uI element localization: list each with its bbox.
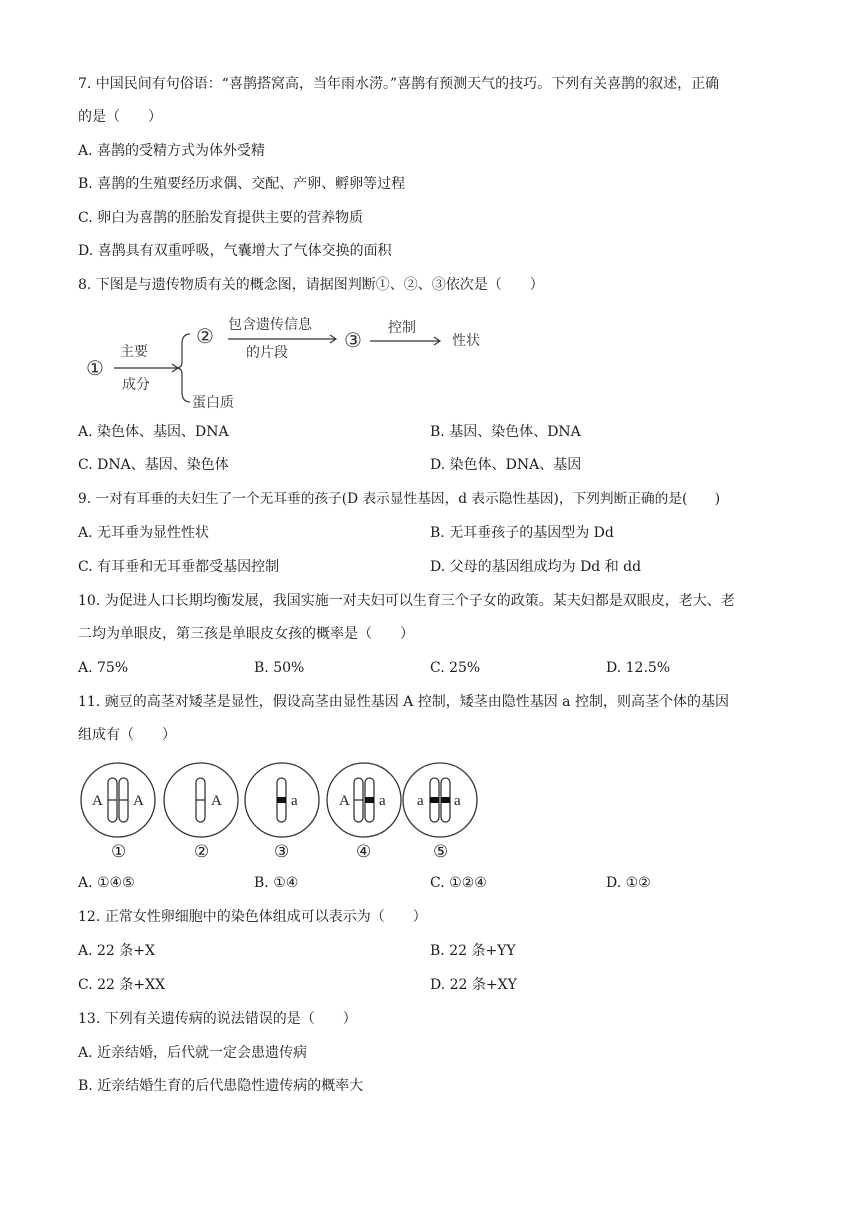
cell-4-gene-left: A: [339, 793, 350, 809]
q8-option-a: A. 染色体、基因、DNA: [78, 424, 229, 440]
q7-option-b: B. 喜鹊的生殖要经历求偶、交配、产卵、孵卵等过程: [78, 176, 406, 192]
q8-option-d: D. 染色体、DNA、基因: [430, 457, 582, 473]
q9-option-b: B. 无耳垂孩子的基因型为 Dd: [430, 525, 614, 541]
q13-option-a: A. 近亲结婚，后代就一定会患遗传病: [78, 1045, 308, 1061]
q13-stem: 13. 下列有关遗传病的说法错误的是（ ）: [78, 1011, 357, 1027]
q11-stem-line1: 11. 豌豆的高茎对矮茎是显性，假设高茎由显性基因 A 控制，矮茎由隐性基因 a 控制，则高茎个体的基因: [78, 694, 729, 710]
node-1: ①: [86, 356, 104, 380]
q11-option-b: B. ①④: [254, 875, 299, 891]
q12-option-a: A. 22 条+X: [78, 943, 155, 959]
q8-concept-diagram: [78, 312, 518, 412]
q7-option-d: D. 喜鹊具有双重呼吸，气囊增大了气体交换的面积: [78, 243, 392, 259]
node-2: ②: [196, 324, 214, 348]
q8-option-b: B. 基因、染色体、DNA: [430, 424, 581, 440]
q9-stem: 9. 一对有耳垂的夫妇生了一个无耳垂的孩子(D 表示显性基因，d 表示隐性基因)，下列判断正确的是( ): [78, 491, 721, 507]
q9-option-c: C. 有耳垂和无耳垂都受基因控制: [78, 559, 280, 575]
label-contain-top: 包含遗传信息: [228, 317, 312, 333]
q8-option-c: C. DNA、基因、染色体: [78, 457, 229, 473]
cell-5-gene-left: a: [417, 793, 424, 809]
q10-option-c: C. 25%: [430, 660, 481, 676]
q7-option-c: C. 卵白为喜鹊的胚胎发育提供主要的营养物质: [78, 210, 364, 226]
q10-option-b: B. 50%: [254, 660, 305, 676]
q10-option-a: A. 75%: [78, 660, 129, 676]
q10-stem-line1: 10. 为促进人口长期均衡发展，我国实施一对夫妇可以生育三个子女的政策。某夫妇都是双眼皮，老大、老: [78, 593, 735, 609]
q11-option-d: D. ①②: [606, 875, 651, 891]
q12-option-c: C. 22 条+XX: [78, 977, 166, 993]
cell-3-number: ③: [274, 842, 290, 861]
q7-stem-line1: 7. 中国民间有句俗语：“喜鹊搭窝高，当年雨水涝。”喜鹊有预测天气的技巧。下列有关喜鹊的叙述，正确: [78, 76, 720, 92]
cell-1-number: ①: [111, 842, 127, 861]
q9-option-d: D. 父母的基因组成均为 Dd 和 dd: [430, 559, 642, 575]
cell-2-gene-right: A: [211, 793, 222, 809]
q10-option-d: D. 12.5%: [606, 660, 671, 676]
q13-option-b: B. 近亲结婚生育的后代患隐性遗传病的概率大: [78, 1078, 364, 1094]
label-protein: 蛋白质: [192, 395, 234, 411]
q12-option-d: D. 22 条+XY: [430, 977, 517, 993]
cell-2-number: ②: [194, 842, 210, 861]
cell-1-gene-left: A: [92, 793, 103, 809]
cell-4-number: ④: [356, 842, 372, 861]
q9-option-a: A. 无耳垂为显性性状: [78, 525, 210, 541]
label-contain-bottom: 的片段: [246, 345, 288, 361]
node-3: ③: [344, 328, 362, 352]
cell-5-gene-right: a: [454, 793, 461, 809]
q12-stem: 12. 正常女性卵细胞中的染色体组成可以表示为（ ）: [78, 909, 427, 925]
cell-4-gene-right: a: [379, 793, 386, 809]
q8-stem: 8. 下图是与遗传物质有关的概念图，请据图判断①、②、③依次是（ ）: [78, 277, 544, 293]
q7-option-a: A. 喜鹊的受精方式为体外受精: [78, 143, 266, 159]
q11-option-a: A. ①④⑤: [78, 875, 135, 891]
q11-stem-line2: 组成有（ ）: [78, 727, 176, 743]
q7-stem-line2: 的是（ ）: [78, 109, 162, 125]
label-main-bottom: 成分: [122, 377, 150, 393]
cell-5-circle: [403, 763, 477, 837]
cell-5-number: ⑤: [433, 842, 449, 861]
label-control: 控制: [388, 320, 416, 336]
q11-cell-diagram: [78, 762, 488, 862]
q11-option-c: C. ①②④: [430, 875, 487, 891]
cell-1-gene-right: A: [133, 793, 144, 809]
cell-3-gene-right: a: [291, 793, 298, 809]
label-main-top: 主要: [120, 344, 148, 360]
q12-option-b: B. 22 条+YY: [430, 943, 516, 959]
q10-stem-line2: 二均为单眼皮，第三孩是单眼皮女孩的概率是（ ）: [78, 626, 414, 642]
label-trait: 性状: [452, 333, 480, 349]
